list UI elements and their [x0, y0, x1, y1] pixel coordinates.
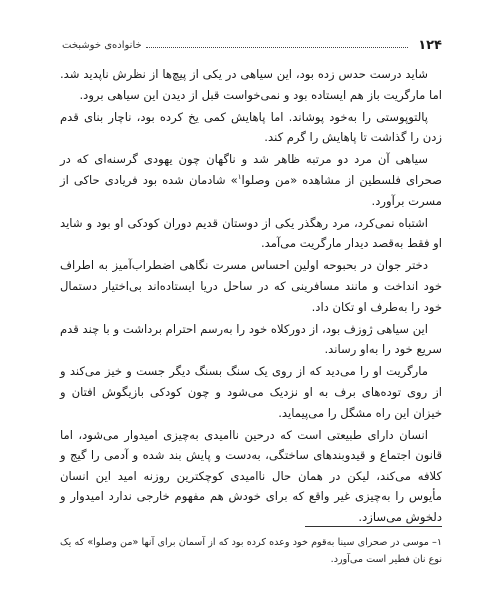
paragraph: اشتباه نمی‌کرد، مرد رهگذر یکی از دوستان قدیم دوران کودکی او بود و شاید او فقط به‌قصد دیدار مارگریت می‌آمد. [60, 215, 442, 251]
paragraph-text: » شادمان شده بود فریادی حاکی از مسرت برآورد. [60, 172, 442, 208]
paragraph: شاید درست حدس زده بود، این سیاهی در یکی از پیچ‌ها از نظرش ناپدید شد. اما مارگریت باز هم ایستاده بود و نمی‌خواست قبل از دیدن این سیاهی برود. [60, 67, 442, 102]
paragraph: دختر جوان در بحبوحه اولین احساس مسرت نگاهی اضطراب‌آمیز به اطراف خود انداخت و مانند مسافرینی که در ساحل دریا ایستاده‌اند بی‌اختیار دستمال خود را به‌طرف او تکان داد. [60, 258, 442, 314]
page-number: ۱۲۴ [418, 37, 442, 53]
footnote: ۱– موسی در صحرای سینا به‌قوم خود وعده کرده بود که از آسمان برای آنها «من وصلوا» که یک نوع نان فطیر است می‌آورد. [60, 537, 442, 565]
running-title: خانواده‌ی خوشبخت [62, 39, 142, 51]
paragraph: انسان دارای طبیعتی است که درحین ناامیدی به‌چیزی امیدوار می‌شود، اما قانون اجتماع و قیدوبندهای ساختگی، به‌دست و پایش بند شده و آدمی را گیج و کلافه می‌کند، لیکن در همان حال ناامیدی کوچکترین روزنه امید این انسان مأیوس را به‌چیزی غیر واقع که برای خودش هم مفهوم خارجی ندارد امیدوار و دلخوش می‌سازد. [60, 427, 442, 524]
paragraph: این سیاهی ژوزف بود، از دورکلاه خود را به‌رسم احترام برداشت و با چند قدم سریع خود را به‌او رساند. [60, 321, 442, 357]
paragraph: مارگریت او را می‌دید که از روی یک سنگ بسنگ دیگر جست و خیز می‌کند و از روی توده‌های برف به او نزدیک می‌شود و چون کودکی بازیگوش افتان و خیزان این راه مشگل را می‌پیماید. [60, 364, 442, 420]
body-text [60, 64, 442, 529]
footnote-divider [305, 526, 442, 527]
header-dotted-leader [146, 47, 409, 48]
paragraph: پالتوپوستی را به‌خود پوشاند. اما پاهایش کمی یخ کرده بود، ناچار بنای قدم زدن را گذاشت تا پاهایش را گرم کند. [60, 109, 442, 145]
page-header [62, 36, 442, 54]
footnote-marker: ۱ [237, 173, 242, 182]
paragraph-text: سیاهی آن مرد دو مرتبه ظاهر شد و ناگهان چون یهودی گرسنه‌ای که در صحرای فلسطین از مشاهده «من وصلوا [60, 152, 442, 187]
footnotes [60, 534, 442, 568]
paragraph-with-footnote-ref [60, 149, 442, 211]
